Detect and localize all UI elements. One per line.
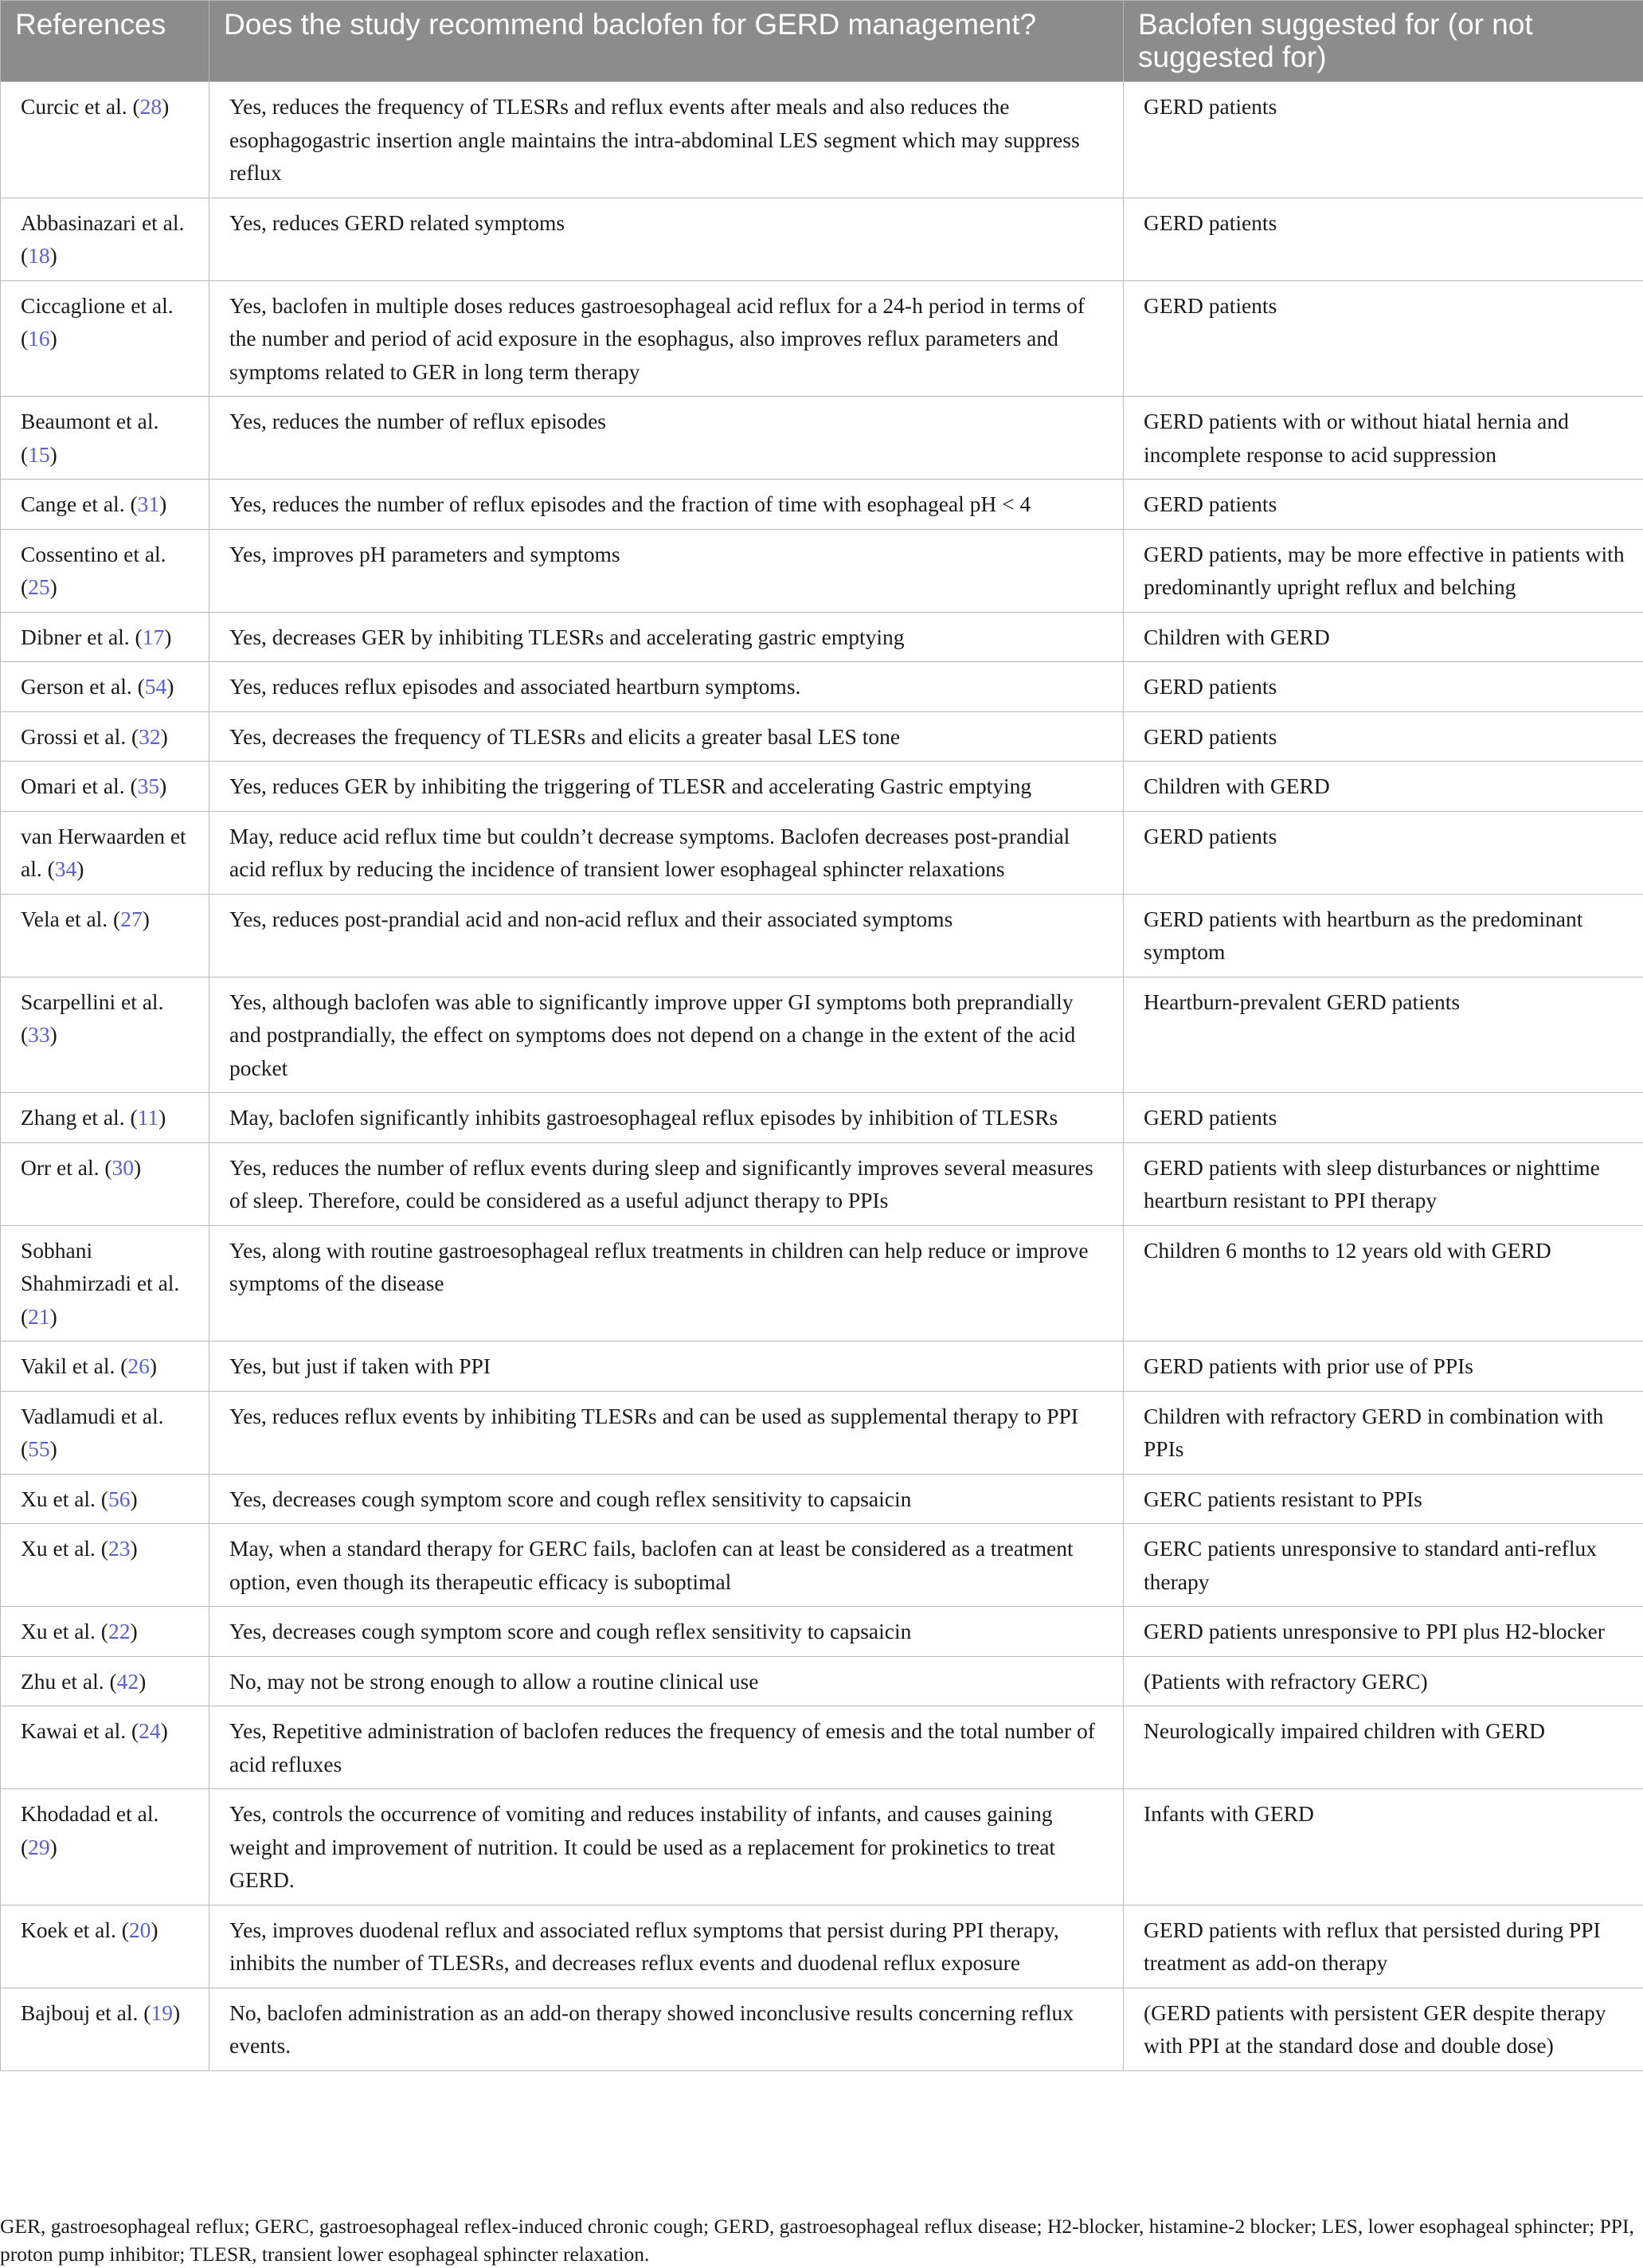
suggested-for-cell: GERC patients unresponsive to standard anti-reflux therapy	[1124, 1524, 1643, 1607]
reference-cell	[1, 811, 209, 894]
reference-close-paren: )	[151, 1917, 158, 1942]
citation-link[interactable]: 28	[139, 94, 162, 119]
citation-link[interactable]: 16	[28, 326, 50, 351]
reference-close-paren: )	[149, 1353, 158, 1378]
recommendation-cell: Yes, decreases GER by inhibiting TLESRs and accelerating gastric emptying	[209, 612, 1124, 662]
reference-author: Kawai et al. (	[21, 1718, 139, 1743]
citation-link[interactable]: 32	[139, 723, 161, 749]
reference-cell	[1, 1607, 209, 1657]
table-row	[1, 711, 1643, 762]
reference-close-paren: )	[49, 1022, 57, 1047]
table-footnote: GER, gastroesophageal reflux; GERC, gastroesophageal reflex-induced chronic cough; GERD, gastroesophageal reflux disease; H2-blocker, histamine-2 blocker; LES, lower esophageal sphincter; PPI, proton pump inhibitor; TLESR, transient lower esophageal sphincter relaxation.	[0, 2215, 1634, 2266]
citation-link[interactable]: 24	[139, 1718, 161, 1743]
reference-author: Curcic et al. (	[21, 94, 140, 119]
reference-close-paren: )	[49, 326, 57, 351]
suggested-for-cell: GERD patients with sleep disturbances or nighttime heartburn resistant to PPI therapy	[1124, 1142, 1643, 1225]
recommendation-cell: Yes, Repetitive administration of baclofen reduces the frequency of emesis and the total number of acid refluxes	[209, 1706, 1124, 1789]
recommendation-cell: Yes, decreases cough symptom score and cough reflex sensitivity to capsaicin	[209, 1474, 1124, 1524]
reference-author: Vadlamudi et al. (	[21, 1403, 164, 1461]
citation-link[interactable]: 22	[108, 1619, 131, 1643]
reference-cell	[1, 82, 209, 198]
recommendation-cell: Yes, reduces the frequency of TLESRs and reflux events after meals and also reduces the esophagogastric insertion angle maintains the intra-abdominal LES segment which may suppress reflux	[209, 82, 1124, 198]
reference-close-paren: )	[49, 1436, 57, 1461]
reference-cell	[1, 1789, 209, 1906]
reference-close-paren: )	[130, 1619, 138, 1643]
recommendation-cell: May, reduce acid reflux time but couldn’t decrease symptoms. Baclofen decreases post-prandial acid reflux by reducing the incidence of transient lower esophageal sphincter relaxations	[209, 811, 1124, 894]
suggested-for-cell: Heartburn-prevalent GERD patients	[1124, 977, 1643, 1093]
reference-cell	[1, 1093, 209, 1143]
reference-author: Xu et al. (	[21, 1619, 108, 1643]
reference-close-paren: )	[159, 492, 167, 516]
citation-link[interactable]: 35	[137, 774, 160, 798]
suggested-for-cell: GERD patients, may be more effective in patients with predominantly upright reflux and belching	[1124, 529, 1643, 612]
citation-link[interactable]: 17	[142, 624, 165, 649]
reference-author: Zhang et al. (	[21, 1105, 138, 1130]
reference-close-paren: )	[160, 1718, 168, 1743]
recommendation-cell: Yes, reduces reflux episodes and associated heartburn symptoms.	[209, 662, 1124, 712]
reference-close-paren: )	[49, 1834, 57, 1859]
citation-link[interactable]: 18	[28, 243, 50, 268]
table-row	[1, 1607, 1643, 1657]
reference-close-paren: )	[130, 1536, 138, 1561]
reference-cell	[1, 1706, 209, 1789]
suggested-for-cell: GERC patients resistant to PPIs	[1124, 1474, 1643, 1524]
table-row	[1, 1706, 1643, 1789]
suggested-for-cell: GERD patients with reflux that persisted during PPI treatment as add-on therapy	[1124, 1905, 1643, 1988]
recommendation-cell: Yes, along with routine gastroesophageal reflux treatments in children can help reduce or improve symptoms of the disease	[209, 1225, 1124, 1342]
reference-author: Omari et al. (	[21, 774, 138, 798]
reference-author: Vakil et al. (	[21, 1353, 128, 1378]
citation-link[interactable]: 42	[116, 1668, 139, 1694]
citation-link[interactable]: 19	[151, 2000, 173, 2025]
suggested-for-cell: Infants with GERD	[1124, 1789, 1643, 1906]
recommendation-cell: Yes, reduces the number of reflux events during sleep and significantly improves several measures of sleep. Therefore, could be considered as a useful adjunct therapy to PPIs	[209, 1142, 1124, 1225]
table-row	[1, 977, 1643, 1093]
suggested-for-cell: GERD patients	[1124, 811, 1643, 894]
citation-link[interactable]: 34	[54, 856, 77, 881]
suggested-for-cell: Children with GERD	[1124, 612, 1643, 662]
recommendation-cell: Yes, reduces the number of reflux episodes	[209, 397, 1124, 480]
reference-author: Koek et al. (	[21, 1917, 129, 1942]
citation-link[interactable]: 33	[28, 1022, 50, 1047]
table-row	[1, 1789, 1643, 1906]
table-row	[1, 762, 1643, 812]
citation-link[interactable]: 29	[28, 1834, 50, 1859]
suggested-for-cell: GERD patients with or without hiatal hernia and incomplete response to acid suppression	[1124, 397, 1643, 480]
reference-cell	[1, 977, 209, 1093]
reference-cell	[1, 711, 209, 762]
header-suggested-for: Baclofen suggested for (or not suggested for)	[1124, 1, 1643, 82]
reference-close-paren: )	[49, 243, 57, 268]
suggested-for-cell: Children with GERD	[1124, 762, 1643, 812]
reference-cell	[1, 1342, 209, 1392]
reference-author: van Herwaarden et al. (	[21, 823, 186, 881]
table-row	[1, 480, 1643, 530]
reference-author: Grossi et al. (	[21, 723, 139, 749]
reference-cell	[1, 1142, 209, 1225]
reference-close-paren: )	[130, 1486, 138, 1511]
reference-close-paren: )	[162, 94, 170, 119]
table-row	[1, 397, 1643, 480]
table-row	[1, 529, 1643, 612]
table-header	[1, 1, 1643, 82]
reference-author: Dibner et al. (	[21, 624, 143, 649]
reference-author: Xu et al. (	[21, 1536, 108, 1561]
reference-author: Xu et al. (	[21, 1486, 108, 1511]
recommendation-cell: Yes, baclofen in multiple doses reduces gastroesophageal acid reflux for a 24-h period in terms of the number and period of acid exposure in the esophagus, also improves reflux parameters and symptoms related to GER in long term therapy	[209, 280, 1124, 397]
recommendation-cell: Yes, although baclofen was able to significantly improve upper GI symptoms both preprandially and postprandially, the effect on symptoms does not depend on a change in the extent of the acid pocket	[209, 977, 1124, 1093]
table-row	[1, 280, 1643, 397]
reference-close-paren: )	[76, 856, 84, 881]
table-row	[1, 1225, 1643, 1342]
suggested-for-cell: GERD patients	[1124, 480, 1643, 530]
reference-author: Bajbouj et al. (	[21, 2000, 151, 2025]
reference-close-paren: )	[159, 774, 167, 798]
reference-author: Beaumont et al. (	[21, 409, 159, 467]
citation-link[interactable]: 31	[137, 492, 160, 516]
header-references: References	[1, 1, 209, 82]
header-row	[1, 1, 1643, 82]
reference-author: Cossentino et al. (	[21, 541, 166, 599]
citation-link[interactable]: 21	[28, 1303, 50, 1329]
table-row	[1, 1524, 1643, 1607]
reference-cell	[1, 1905, 209, 1988]
recommendation-cell: Yes, reduces the number of reflux episodes and the fraction of time with esophageal pH < 4	[209, 480, 1124, 530]
reference-cell	[1, 480, 209, 530]
table-row	[1, 1342, 1643, 1392]
reference-author: Orr et al. (	[21, 1154, 112, 1180]
table-row	[1, 1142, 1643, 1225]
reference-author: Gerson et al. (	[21, 674, 145, 699]
table-row	[1, 1391, 1643, 1474]
reference-cell	[1, 762, 209, 812]
reference-author: Sobhani Shahmirzadi et al. (	[21, 1237, 180, 1329]
table-row	[1, 662, 1643, 712]
reference-author: Vela et al. (	[21, 906, 121, 931]
citation-link[interactable]: 20	[128, 1917, 151, 1942]
table-row	[1, 894, 1643, 977]
table-body	[1, 82, 1643, 2071]
reference-cell	[1, 1988, 209, 2070]
recommendation-cell: Yes, but just if taken with PPI	[209, 1342, 1124, 1392]
suggested-for-cell: Children with refractory GERD in combination with PPIs	[1124, 1391, 1643, 1474]
citation-link[interactable]: 15	[28, 441, 50, 467]
suggested-for-cell: GERD patients unresponsive to PPI plus H2-blocker	[1124, 1607, 1643, 1657]
reference-cell	[1, 612, 209, 662]
reference-close-paren: )	[164, 624, 172, 649]
reference-cell	[1, 198, 209, 280]
recommendation-cell: May, baclofen significantly inhibits gastroesophageal reflux episodes by inhibition of TLESRs	[209, 1093, 1124, 1143]
recommendation-cell: No, may not be strong enough to allow a routine clinical use	[209, 1656, 1124, 1706]
reference-author: Scarpellini et al. (	[21, 989, 164, 1047]
recommendation-cell: Yes, improves pH parameters and symptoms	[209, 529, 1124, 612]
reference-cell	[1, 662, 209, 712]
recommendation-cell: Yes, reduces GERD related symptoms	[209, 198, 1124, 280]
reference-author: Khodadad et al. (	[21, 1801, 159, 1859]
suggested-for-cell: GERD patients	[1124, 82, 1643, 198]
recommendation-cell: Yes, controls the occurrence of vomiting and reduces instability of infants, and causes gaining weight and improvement of nutrition. It could be used as a replacement for prokinetics to treat GERD.	[209, 1789, 1124, 1906]
recommendation-cell: No, baclofen administration as an add-on therapy showed inconclusive results concerning reflux events.	[209, 1988, 1124, 2070]
reference-cell	[1, 894, 209, 977]
reference-author: Abbasinazari et al. (	[21, 210, 185, 268]
recommendation-cell: Yes, decreases cough symptom score and cough reflex sensitivity to capsaicin	[209, 1607, 1124, 1657]
table-row	[1, 1988, 1643, 2070]
reference-close-paren: )	[160, 723, 168, 749]
reference-close-paren: )	[166, 674, 174, 699]
table-row	[1, 82, 1643, 198]
reference-cell	[1, 280, 209, 397]
reference-cell	[1, 529, 209, 612]
citation-link[interactable]: 56	[108, 1486, 131, 1511]
recommendation-cell: Yes, reduces post-prandial acid and non-acid reflux and their associated symptoms	[209, 894, 1124, 977]
suggested-for-cell: GERD patients	[1124, 711, 1643, 762]
reference-close-paren: )	[139, 1668, 147, 1694]
reference-cell	[1, 1474, 209, 1524]
header-recommendation: Does the study recommend baclofen for GERD management?	[209, 1, 1124, 82]
reference-author: Cange et al. (	[21, 492, 138, 516]
citation-link[interactable]: 27	[120, 906, 143, 931]
suggested-for-cell: GERD patients	[1124, 280, 1643, 397]
suggested-for-cell: GERD patients	[1124, 1093, 1643, 1143]
recommendation-cell: Yes, reduces GER by inhibiting the triggering of TLESR and accelerating Gastric emptying	[209, 762, 1124, 812]
citation-link[interactable]: 30	[111, 1154, 135, 1180]
reference-cell	[1, 397, 209, 480]
table-row	[1, 612, 1643, 662]
suggested-for-cell: (Patients with refractory GERC)	[1124, 1656, 1643, 1706]
table-row	[1, 811, 1643, 894]
citation-link[interactable]: 26	[127, 1353, 150, 1378]
reference-cell	[1, 1656, 209, 1706]
reference-cell	[1, 1225, 209, 1342]
reference-cell	[1, 1391, 209, 1474]
recommendation-cell: Yes, reduces reflux events by inhibiting TLESRs and can be used as supplemental therapy to PPI	[209, 1391, 1124, 1474]
table-row	[1, 1905, 1643, 1988]
table-row	[1, 1093, 1643, 1143]
recommendation-cell: Yes, decreases the frequency of TLESRs and elicits a greater basal LES tone	[209, 711, 1124, 762]
citation-link[interactable]: 55	[28, 1436, 50, 1461]
suggested-for-cell: Children 6 months to 12 years old with GERD	[1124, 1225, 1643, 1342]
reference-close-paren: )	[49, 1303, 57, 1329]
reference-author: Zhu et al. (	[21, 1668, 117, 1694]
suggested-for-cell: Neurologically impaired children with GERD	[1124, 1706, 1643, 1789]
reference-close-paren: )	[49, 574, 57, 599]
recommendation-cell: Yes, improves duodenal reflux and associated reflux symptoms that persist during PPI therapy, inhibits the number of TLESRs, and decreases reflux events and duodenal reflux exposure	[209, 1905, 1124, 1988]
reference-close-paren: )	[158, 1105, 166, 1130]
citation-link[interactable]: 23	[108, 1536, 131, 1561]
table-row	[1, 198, 1643, 280]
reference-close-paren: )	[134, 1154, 142, 1180]
reference-close-paren: )	[142, 906, 150, 931]
citation-link[interactable]: 11	[137, 1105, 159, 1130]
suggested-for-cell: GERD patients with heartburn as the predominant symptom	[1124, 894, 1643, 977]
reference-close-paren: )	[49, 441, 57, 467]
suggested-for-cell: (GERD patients with persistent GER despite therapy with PPI at the standard dose and double dose)	[1124, 1988, 1643, 2070]
suggested-for-cell: GERD patients	[1124, 198, 1643, 280]
suggested-for-cell: GERD patients with prior use of PPIs	[1124, 1342, 1643, 1392]
citation-link[interactable]: 54	[144, 674, 167, 699]
table-row	[1, 1474, 1643, 1524]
reference-author: Ciccaglione et al. (	[21, 292, 174, 351]
citation-link[interactable]: 25	[28, 574, 50, 599]
reference-cell	[1, 1524, 209, 1607]
reference-close-paren: )	[172, 2000, 181, 2025]
suggested-for-cell: GERD patients	[1124, 662, 1643, 712]
table-row	[1, 1656, 1643, 1706]
recommendation-cell: May, when a standard therapy for GERC fails, baclofen can at least be considered as a treatment option, even though its therapeutic efficacy is suboptimal	[209, 1524, 1124, 1607]
